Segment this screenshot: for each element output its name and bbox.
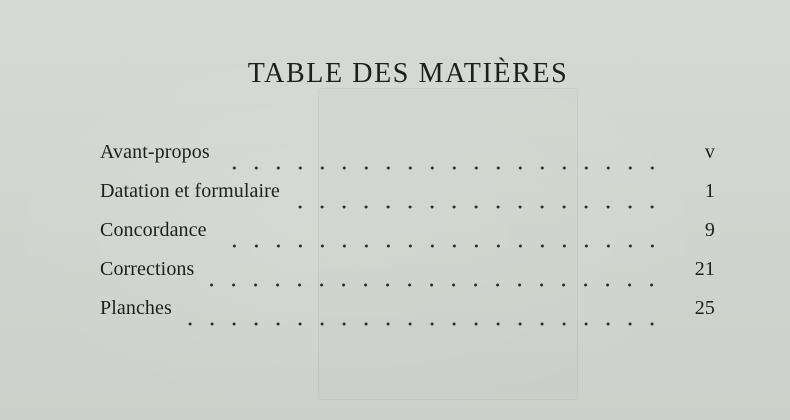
toc-entry-datation [100, 180, 715, 219]
toc-entry-page: 25 [694, 297, 715, 319]
dot-leader [220, 165, 667, 171]
toc-entry-page: 9 [704, 219, 715, 241]
toc-entry-label: Datation et formulaire [100, 180, 280, 202]
page-title: TABLE DES MATIÈRES [247, 58, 569, 89]
toc-entry-label: Concordance [100, 219, 207, 241]
toc-entry-corrections [100, 258, 715, 297]
toc-entry-page: 21 [694, 258, 715, 280]
dot-leader [217, 243, 667, 249]
toc-entry-page: 1 [704, 180, 715, 202]
toc-entry-label: Corrections [100, 258, 195, 280]
toc-entry-label: Avant-propos [100, 141, 210, 163]
toc-entry-concordance [100, 219, 715, 258]
toc-entry-avant-propos [100, 141, 715, 180]
table-of-contents [100, 141, 715, 336]
toc-entry-label: Planches [100, 297, 172, 319]
dot-leader [204, 282, 667, 288]
toc-entry-page: v [704, 141, 715, 163]
toc-entry-planches [100, 297, 715, 336]
dot-leader [182, 321, 667, 327]
dot-leader [290, 204, 667, 210]
